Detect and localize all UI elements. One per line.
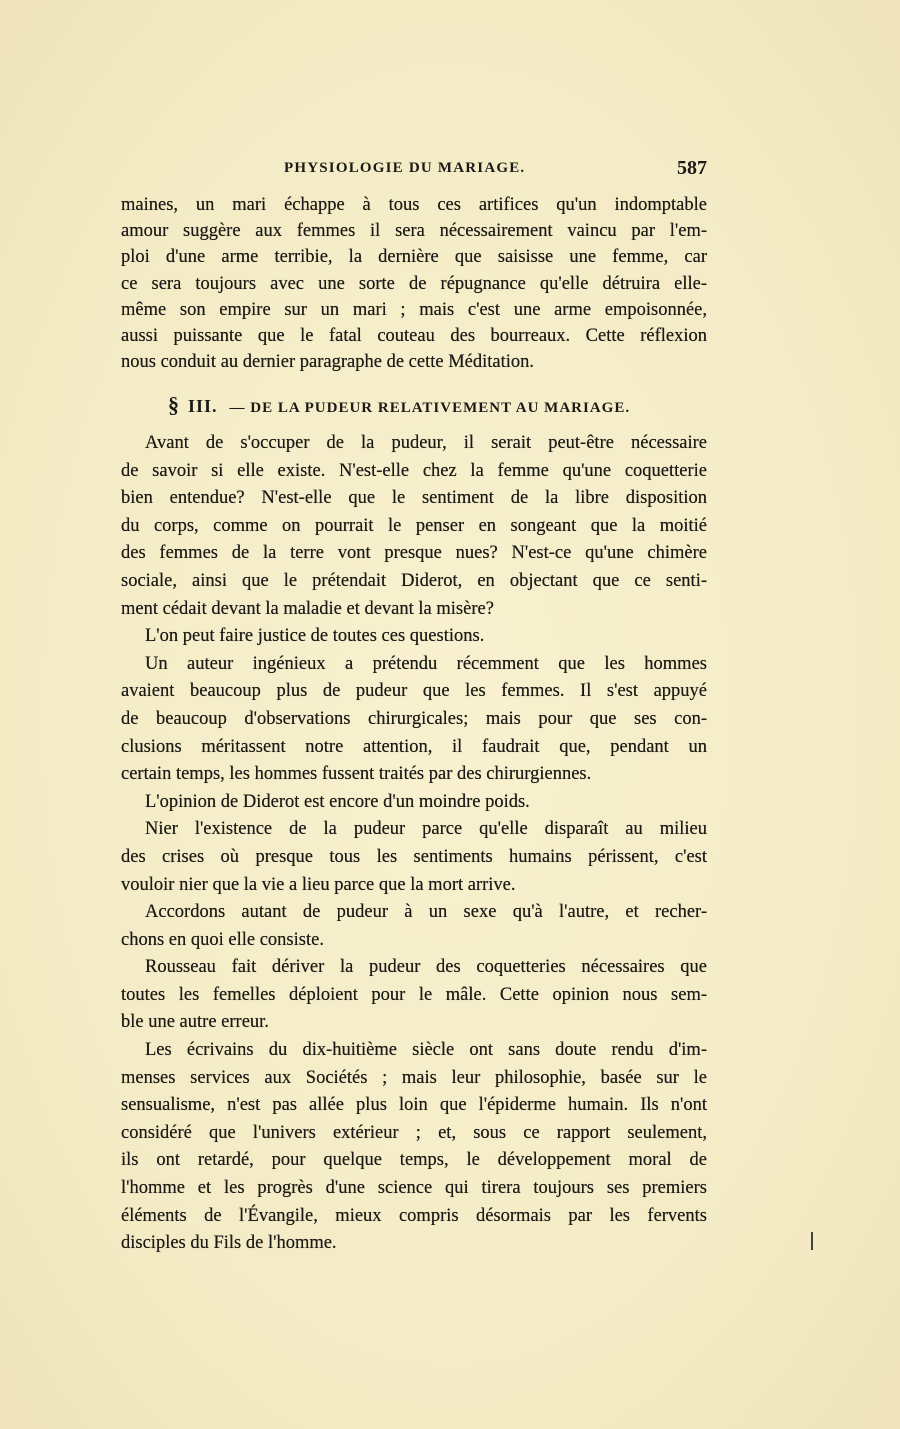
text-line: L'opinion de Diderot est encore d'un moindre poids. (145, 791, 530, 812)
text-line: considéré que l'univers extérieur ; et, sous ce rapport seulement, (121, 1122, 707, 1143)
text-line: certain temps, les hommes fussent traités par des chirurgiennes. (121, 764, 592, 785)
text-line: toutes les femelles déploient pour le mâle. Cette opinion nous sem- (121, 984, 707, 1005)
text-line: ils ont retardé, pour quelque temps, le développement moral de (121, 1150, 707, 1171)
text-line: maines, un mari échappe à tous ces artifices qu'un indomptable (121, 195, 707, 215)
text-line: Avant de s'occuper de la pudeur, il serait peut-être nécessaire (145, 433, 707, 453)
text-line: clusions méritassent notre attention, il faudrait que, pendant un (121, 736, 707, 757)
text-line: avaient beaucoup plus de pudeur que les femmes. Il s'est appuyé (121, 681, 707, 702)
text-line: chons en quoi elle consiste. (121, 929, 324, 950)
text-line: nous conduit au dernier paragraphe de cette Méditation. (121, 352, 535, 373)
text-line: des crises où presque tous les sentiments humains périssent, c'est (121, 846, 707, 867)
text-line: Rousseau fait dériver la pudeur des coquetteries nécessaires que (145, 957, 707, 978)
text-line: de beaucoup d'observations chirurgicales; mais pour que ses con- (121, 708, 707, 729)
text-line: l'homme et les progrès d'une science qui tirera toujours ses premiers (121, 1178, 707, 1199)
running-title: PHYSIOLOGIE DU MARIAGE. (284, 160, 526, 176)
paragraph (121, 651, 707, 789)
text-line: Accordons autant de pudeur à un sexe qu'à l'autre, et recher- (145, 902, 707, 923)
page-number: 587 (677, 157, 707, 179)
section-number: III. (188, 396, 218, 416)
paragraph (121, 954, 707, 1037)
text-line: Les écrivains du dix-huitième siècle ont sans doute rendu d'im- (145, 1040, 707, 1061)
text-line: Un auteur ingénieux a prétendu récemment que les hommes (145, 653, 707, 674)
text-line: ment cédait devant la maladie et devant la misère? (121, 598, 494, 619)
text-line: Nier l'existence de la pudeur parce qu'elle disparaît au milieu (145, 819, 707, 840)
text-line: ce sera toujours avec une sorte de répugnance qu'elle détruira elle- (121, 273, 707, 294)
paragraph (121, 1037, 707, 1258)
text-line: vouloir nier que la vie a lieu parce que la mort arrive. (121, 874, 516, 895)
section-title-text: — DE LA PUDEUR RELATIVEMENT AU MARIAGE. (229, 400, 631, 416)
text-line: amour suggère aux femmes il sera nécessairement vaincu par l'em- (121, 221, 707, 242)
text-line: de savoir si elle existe. N'est-elle chez la femme qu'une coquetterie (121, 460, 707, 481)
paragraph (121, 899, 707, 954)
text-line: même son empire sur un mari ; mais c'est une arme empoisonnée, (121, 299, 707, 320)
continuation-paragraph (121, 192, 707, 375)
text-line: sociale, ainsi que le prétendait Diderot, en objectant que ce senti- (121, 570, 707, 591)
section-body (121, 430, 707, 1258)
section-sign: § (168, 392, 180, 417)
section-heading (168, 392, 630, 418)
text-line: aussi puissante que le fatal couteau des bourreaux. Cette réflexion (121, 325, 707, 346)
text-line: ploi d'une arme terribie, la dernière que saisisse une femme, car (121, 247, 707, 268)
paragraph (121, 623, 707, 651)
text-line: bien entendue? N'est-elle que le sentiment de la libre disposition (121, 488, 707, 509)
margin-mark (811, 1232, 813, 1250)
text-line: sensualisme, n'est pas allée plus loin que l'épiderme humain. Ils n'ont (121, 1095, 707, 1116)
paragraph (121, 430, 707, 623)
text-line: éléments de l'Évangile, mieux compris désormais par les fervents (121, 1205, 707, 1226)
text-line: L'on peut faire justice de toutes ces questions. (145, 626, 485, 647)
text-line: du corps, comme on pourrait le penser en songeant que la moitié (121, 515, 707, 536)
running-head (121, 158, 707, 184)
paragraph (121, 789, 707, 817)
text-line: ble une autre erreur. (121, 1012, 269, 1033)
text-line: disciples du Fils de l'homme. (121, 1233, 337, 1254)
paragraph (121, 816, 707, 899)
text-line: menses services aux Sociétés ; mais leur philosophie, basée sur le (121, 1067, 707, 1088)
text-line: des femmes de la terre vont presque nues? N'est-ce qu'une chimère (121, 543, 707, 564)
